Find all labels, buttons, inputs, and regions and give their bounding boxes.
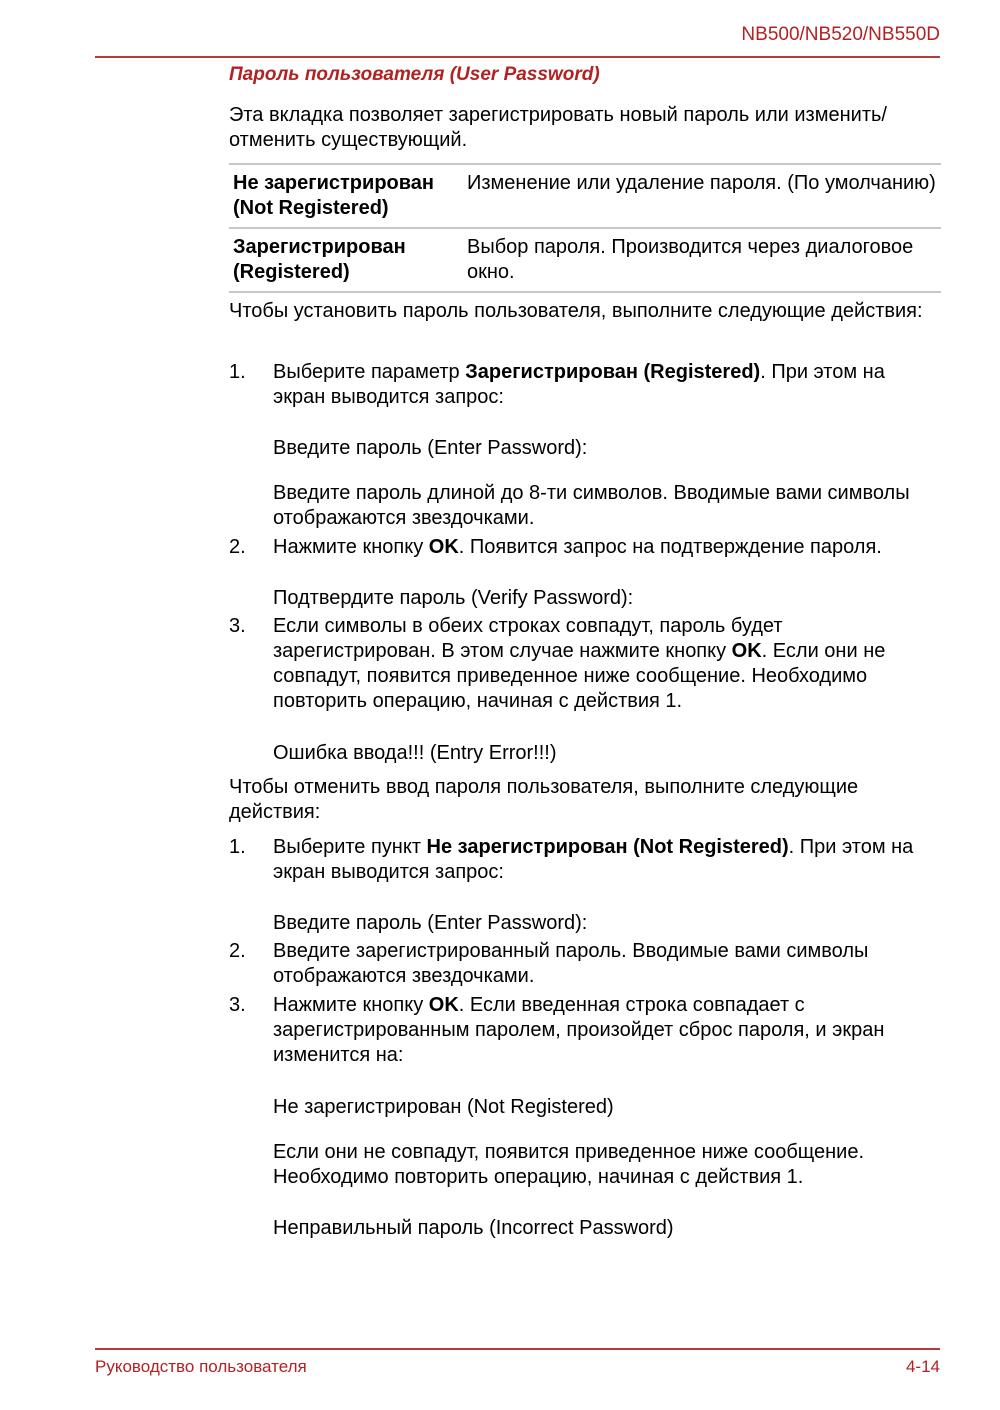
cancel-step-3 — [273, 993, 941, 1068]
intro-text: Эта вкладка позволяет зарегистрировать новый пароль или изменить/ отменить существующий. — [229, 104, 887, 151]
step-number: 1. — [229, 836, 246, 858]
step-text: . При этом на экран выводится запрос: — [273, 361, 885, 408]
step-text: Если символы в обеих строках совпадут, пароль будет зарегистрирован. В этом случае нажмите кнопку — [273, 615, 783, 662]
set-step-1 — [273, 360, 941, 410]
table-term: Не зарегистрирован (Not Registered) — [233, 172, 434, 219]
set-step-2-prompt: Подтвердите пароль (Verify Password): — [273, 587, 634, 609]
intro-paragraph — [229, 103, 941, 153]
set-step-3 — [273, 614, 941, 714]
cancel-step-3-message: Неправильный пароль (Incorrect Password) — [273, 1217, 674, 1239]
status-table — [229, 163, 941, 293]
set-step-3-message: Ошибка ввода!!! (Entry Error!!!) — [273, 742, 557, 764]
cancel-step-3-note: Если они не совпадут, появится приведенное ниже сообщение. Необходимо повторить операцию, начиная с действия 1. — [273, 1141, 865, 1188]
cancel-intro: Чтобы отменить ввод пароля пользователя, выполните следующие действия: — [229, 776, 859, 823]
step-bold: OK — [428, 536, 459, 558]
cancel-step-3-result: Не зарегистрирован (Not Registered) — [273, 1096, 614, 1118]
footer-rule — [95, 1348, 940, 1350]
step-bold: OK — [428, 994, 459, 1016]
step-number: 3. — [229, 994, 246, 1016]
step-number: 1. — [229, 361, 246, 383]
set-step-1-note: Введите пароль длиной до 8-ти символов. Вводимые вами символы отображаются звездочками. — [273, 482, 910, 529]
table-row — [229, 164, 941, 228]
step-bold: Не зарегистрирован (Not Registered) — [426, 836, 789, 858]
set-intro: Чтобы установить пароль пользователя, выполните следующие действия: — [229, 300, 923, 322]
footer-title: Руководство пользователя — [95, 1357, 307, 1376]
step-number: 3. — [229, 615, 246, 637]
table-desc: Изменение или удаление пароля. (По умолчанию) — [467, 172, 936, 194]
cancel-step-1 — [273, 835, 941, 885]
step-text: . При этом на экран выводится запрос: — [273, 836, 914, 883]
step-text: Нажмите кнопку — [273, 536, 429, 558]
step-text: . Если введенная строка совпадает с зарегистрированным паролем, произойдет сброс пароля, и экран изменится на: — [273, 994, 885, 1066]
step-text: . Появится запрос на подтверждение пароля. — [458, 536, 882, 558]
step-text: Выберите параметр — [273, 361, 466, 383]
header-model: NB500/NB520/NB550D — [741, 24, 940, 45]
step-number: 2. — [229, 940, 246, 962]
table-term: Зарегистрирован (Registered) — [233, 236, 406, 283]
header-rule — [95, 56, 940, 58]
step-bold: OK — [731, 640, 762, 662]
cancel-step-1-prompt: Введите пароль (Enter Password): — [273, 912, 588, 934]
step-text: Выберите пункт — [273, 836, 427, 858]
step-number: 2. — [229, 536, 246, 558]
table-desc: Выбор пароля. Производится через диалоговое окно. — [467, 236, 914, 283]
step-text: Нажмите кнопку — [273, 994, 429, 1016]
step-text: . Если они не совпадут, появится приведенное ниже сообщение. Необходимо повторить операцию, начиная с действия 1. — [273, 640, 886, 712]
section-title: Пароль пользователя (User Password) — [229, 64, 600, 85]
step-bold: Зарегистрирован (Registered) — [465, 361, 761, 383]
cancel-step-2: Введите зарегистрированный пароль. Вводимые вами символы отображаются звездочками. — [273, 940, 869, 987]
set-step-1-prompt: Введите пароль (Enter Password): — [273, 437, 588, 459]
set-step-2 — [273, 535, 941, 560]
page-number: 4-14 — [905, 1357, 940, 1376]
table-row — [229, 228, 941, 292]
